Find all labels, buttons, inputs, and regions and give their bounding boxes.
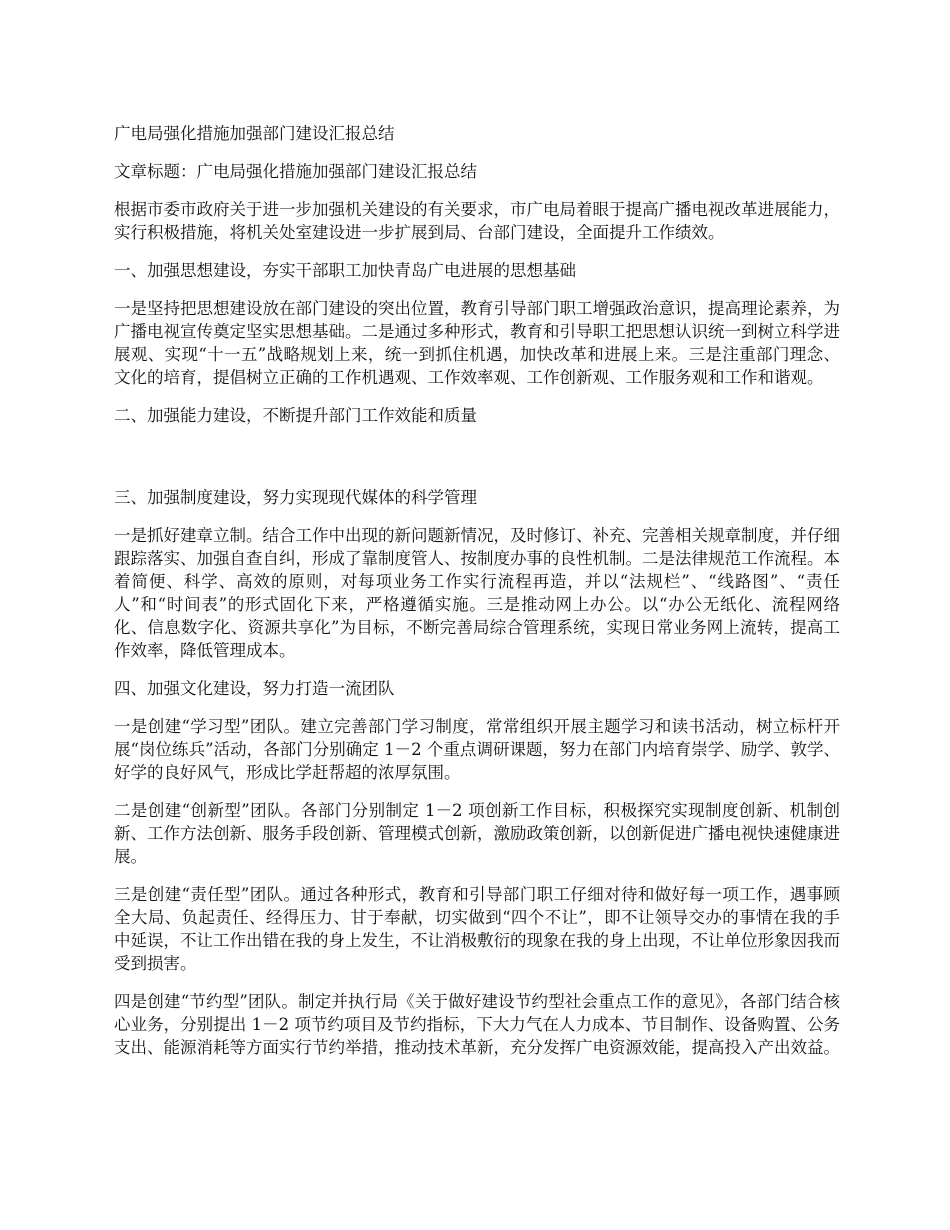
section-3-heading: 三、加强制度建设，努力实现现代媒体的科学管理: [114, 488, 477, 507]
section-4-paragraph-4: 四是创建“节约型”团队。制定并执行局《关于做好建设节约型社会重点工作的意见》，各部门结合核心业务，分别提出 1－2 项节约项目及节约指标，下大力气在人力成本、节目制作、设备购置、公务支出、能源消耗等方面实行节约举措，推动技术革新，充分发挥广电资源效能，提高投入产出效益。: [114, 992, 840, 1057]
section-3-body: 一是抓好建章立制。结合工作中出现的新问题新情况，及时修订、补充、完善相关规章制度，并仔细跟踪落实、加强自查自纠，形成了靠制度管人、按制度办事的良性机制。二是法律规范工作流程。本着简便、科学、高效的原则，对每项业务工作实行流程再造，并以“法规栏”、“线路图”、“责任人”和“时间表”的形式固化下来，严格遵循实施。三是推动网上办公。以“办公无纸化、流程网络化、信息数字化、资源共享化”为目标，不断完善局综合管理系统，实现日常业务网上流转，提高工作效率，降低管理成本。: [114, 526, 840, 660]
article-title-line: 文章标题：广电局强化措施加强部门建设汇报总结: [114, 162, 477, 181]
blank-gap: [114, 442, 840, 486]
section-4-paragraph-1: 一是创建“学习型”团队。建立完善部门学习制度，常常组织开展主题学习和读书活动，树立标杆开展“岗位练兵”活动，各部门分别确定 1－2 个重点调研课题，努力在部门内培育崇学、励学、敦学、好学的良好风气，形成比学赶帮超的浓厚氛围。: [114, 717, 840, 782]
document-title: 广电局强化措施加强部门建设汇报总结: [114, 124, 395, 143]
section-1-body: 一是坚持把思想建设放在部门建设的突出位置，教育引导部门职工增强政治意识，提高理论素养，为广播电视宣传奠定坚实思想基础。二是通过多种形式，教育和引导职工把思想认识统一到树立科学进展观、实现“十一五”战略规划上来，统一到抓住机遇，加快改革和进展上来。三是注重部门理念、文化的培育，提倡树立正确的工作机遇观、工作效率观、工作创新观、工作服务观和工作和谐观。: [114, 299, 840, 387]
intro-paragraph: 根据市委市政府关于进一步加强机关建设的有关要求，市广电局着眼于提高广播电视改革进展能力，实行积极措施，将机关处室建设进一步扩展到局、台部门建设，全面提升工作绩效。: [114, 200, 840, 242]
section-4-heading: 四、加强文化建设，努力打造一流团队: [114, 679, 395, 698]
section-1-heading: 一、加强思想建设，夯实干部职工加快青岛广电进展的思想基础: [114, 261, 576, 280]
section-4-paragraph-2: 二是创建“创新型”团队。各部门分别制定 1－2 项创新工作目标，积极探究实现制度创新、机制创新、工作方法创新、服务手段创新、管理模式创新，激励政策创新，以创新促进广播电视快速健康进展。: [114, 801, 840, 866]
section-4-paragraph-3: 三是创建“责任型”团队。通过各种形式，教育和引导部门职工仔细对待和做好每一项工作，遇事顾全大局、负起责任、经得压力、甘于奉献，切实做到“四个不让”，即不让领导交办的事情在我的手中延误，不让工作出错在我的身上发生，不让消极敷衍的现象在我的身上出现，不让单位形象因我而受到损害。: [114, 885, 840, 973]
section-2-heading: 二、加强能力建设，不断提升部门工作效能和质量: [114, 406, 477, 425]
document-page: [114, 122, 840, 1074]
